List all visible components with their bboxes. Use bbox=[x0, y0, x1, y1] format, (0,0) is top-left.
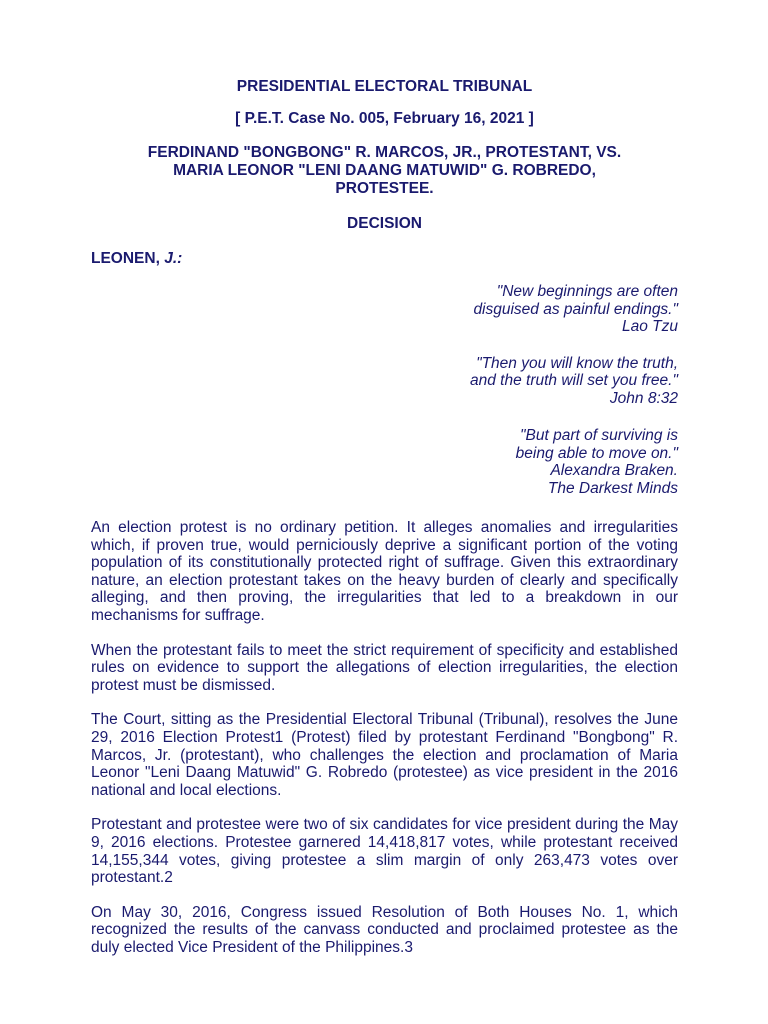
epigraph-attribution: John 8:32 bbox=[609, 389, 678, 407]
case-number: [ P.E.T. Case No. 005, February 16, 2021 ] bbox=[235, 110, 534, 127]
epigraph-line: "But part of surviving is bbox=[520, 427, 678, 444]
body-paragraph: The Court, sitting as the Presidential Electoral Tribunal (Tribunal), resolves the June 29, 2016 Election Protest1 (Protest) filed by protestant Ferdinand "Bongbong" R. Marcos, Jr. (protestant), who challenges the election and proclamation of Maria Leonor "Leni Daang Matuwid" G. Robredo (protestee) as vice president in the 2016 national and local elections. bbox=[91, 711, 678, 799]
epigraph-attribution: Lao Tzu bbox=[621, 318, 678, 335]
epigraph-line: "Then you will know the truth, bbox=[476, 354, 678, 372]
body-paragraph: An election protest is no ordinary petition. It alleges anomalies and irregularities which, if proven true, would perniciously deprive a significant portion of the voting population of its constitutionally protected right of suffrage. Given this extraordinary nature, an election protestant takes on the heavy burden of clearly and specifically alleging, and then proving, the irregularities that led to a breakdown in our mechanisms for suffrage. bbox=[91, 519, 678, 624]
epigraph-line: being able to move on." bbox=[515, 444, 678, 462]
epigraph-quote bbox=[91, 355, 678, 408]
epigraph-source: The Darkest Minds bbox=[547, 479, 678, 497]
ponente bbox=[91, 250, 678, 268]
epigraph-attribution: Alexandra Braken. bbox=[550, 462, 678, 479]
document-page bbox=[91, 78, 678, 956]
body-paragraph: When the protestant fails to meet the strict requirement of specificity and established rules on evidence to support the allegations of election irregularities, the election protest must be dismissed. bbox=[91, 641, 678, 694]
ponente-name: LEONEN, bbox=[91, 250, 160, 267]
parties-line: MARIA LEONOR "LENI DAANG MATUWID" G. ROBREDO, bbox=[173, 162, 596, 179]
parties-line: FERDINAND "BONGBONG" R. MARCOS, JR., PROTESTANT, VS. bbox=[147, 144, 622, 161]
epigraph-quote bbox=[91, 427, 678, 497]
epigraph-line: disguised as painful endings." bbox=[473, 300, 678, 318]
decision-heading: DECISION bbox=[347, 215, 422, 232]
epigraph-line: and the truth will set you free." bbox=[470, 372, 678, 389]
parties-line: PROTESTEE. bbox=[335, 180, 434, 197]
tribunal-title: PRESIDENTIAL ELECTORAL TRIBUNAL bbox=[236, 78, 533, 95]
body-paragraph: On May 30, 2016, Congress issued Resolution of Both Houses No. 1, which recognized the results of the canvass conducted and proclaimed protestee as the duly elected Vice President of the Philippines.3 bbox=[91, 903, 678, 956]
case-parties bbox=[91, 144, 678, 198]
epigraph-quote bbox=[91, 283, 678, 336]
ponente-title: J.: bbox=[164, 250, 183, 267]
body-paragraph: Protestant and protestee were two of six candidates for vice president during the May 9, 2016 elections. Protestee garnered 14,418,817 votes, while protestant received 14,155,344 votes, giving protestee a slim margin of only 263,473 votes over protestant.2 bbox=[91, 816, 678, 887]
epigraph-line: "New beginnings are often bbox=[496, 283, 678, 300]
